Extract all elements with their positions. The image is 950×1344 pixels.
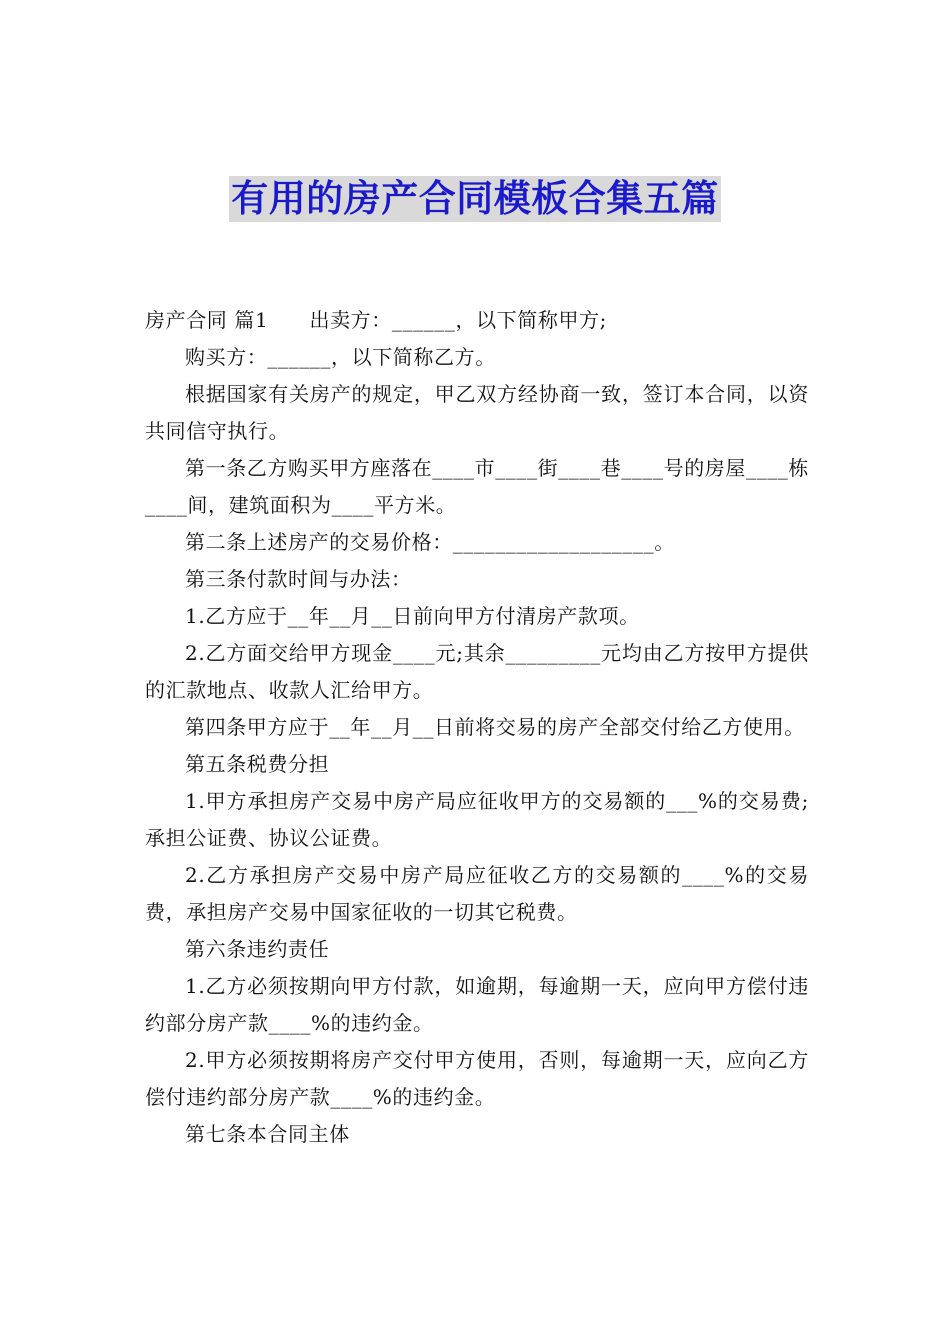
document-body <box>145 302 809 1153</box>
paragraph: 1.甲方承担房产交易中房产局应征收甲方的交易额的___%的交易费;承担公证费、协议公证费。 <box>145 789 809 850</box>
paragraph: 第五条税费分担 <box>185 752 330 776</box>
paragraph: 第一条乙方购买甲方座落在____市____街____巷____号的房屋____栋____间，建筑面积为____平方米。 <box>145 456 809 517</box>
paragraph: 购买方：______，以下简称乙方。 <box>185 345 496 369</box>
paragraph: 第四条甲方应于__年__月__日前将交易的房产全部交付给乙方使用。 <box>185 715 805 739</box>
paragraph: 第三条付款时间与办法： <box>185 567 412 591</box>
paragraph: 1.乙方必须按期向甲方付款，如逾期，每逾期一天，应向甲方偿付违约部分房产款____%的违约金。 <box>145 974 809 1035</box>
paragraph: 2.乙方面交给甲方现金____元;其余_________元均由乙方按甲方提供的汇款地点、收款人汇给甲方。 <box>145 641 809 702</box>
document-title: 有用的房产合同模板合集五篇 <box>231 177 719 220</box>
paragraph: 第二条上述房产的交易价格：___________________。 <box>185 530 675 554</box>
paragraph: 根据国家有关房产的规定，甲乙双方经协商一致，签订本合同，以资共同信守执行。 <box>145 382 809 443</box>
paragraph: 房产合同 篇1 出卖方：______，以下简称甲方; <box>145 308 608 332</box>
paragraph: 2.乙方承担房产交易中房产局应征收乙方的交易额的____%的交易费，承担房产交易中国家征收的一切其它税费。 <box>145 863 809 924</box>
title-container <box>0 176 950 222</box>
paragraph: 第六条违约责任 <box>185 937 330 961</box>
paragraph: 第七条本合同主体 <box>185 1122 350 1146</box>
paragraph: 1.乙方应于__年__月__日前向甲方付清房产款项。 <box>185 604 640 628</box>
paragraph: 2.甲方必须按期将房产交付甲方使用，否则，每逾期一天，应向乙方偿付违约部分房产款____%的违约金。 <box>145 1048 809 1109</box>
